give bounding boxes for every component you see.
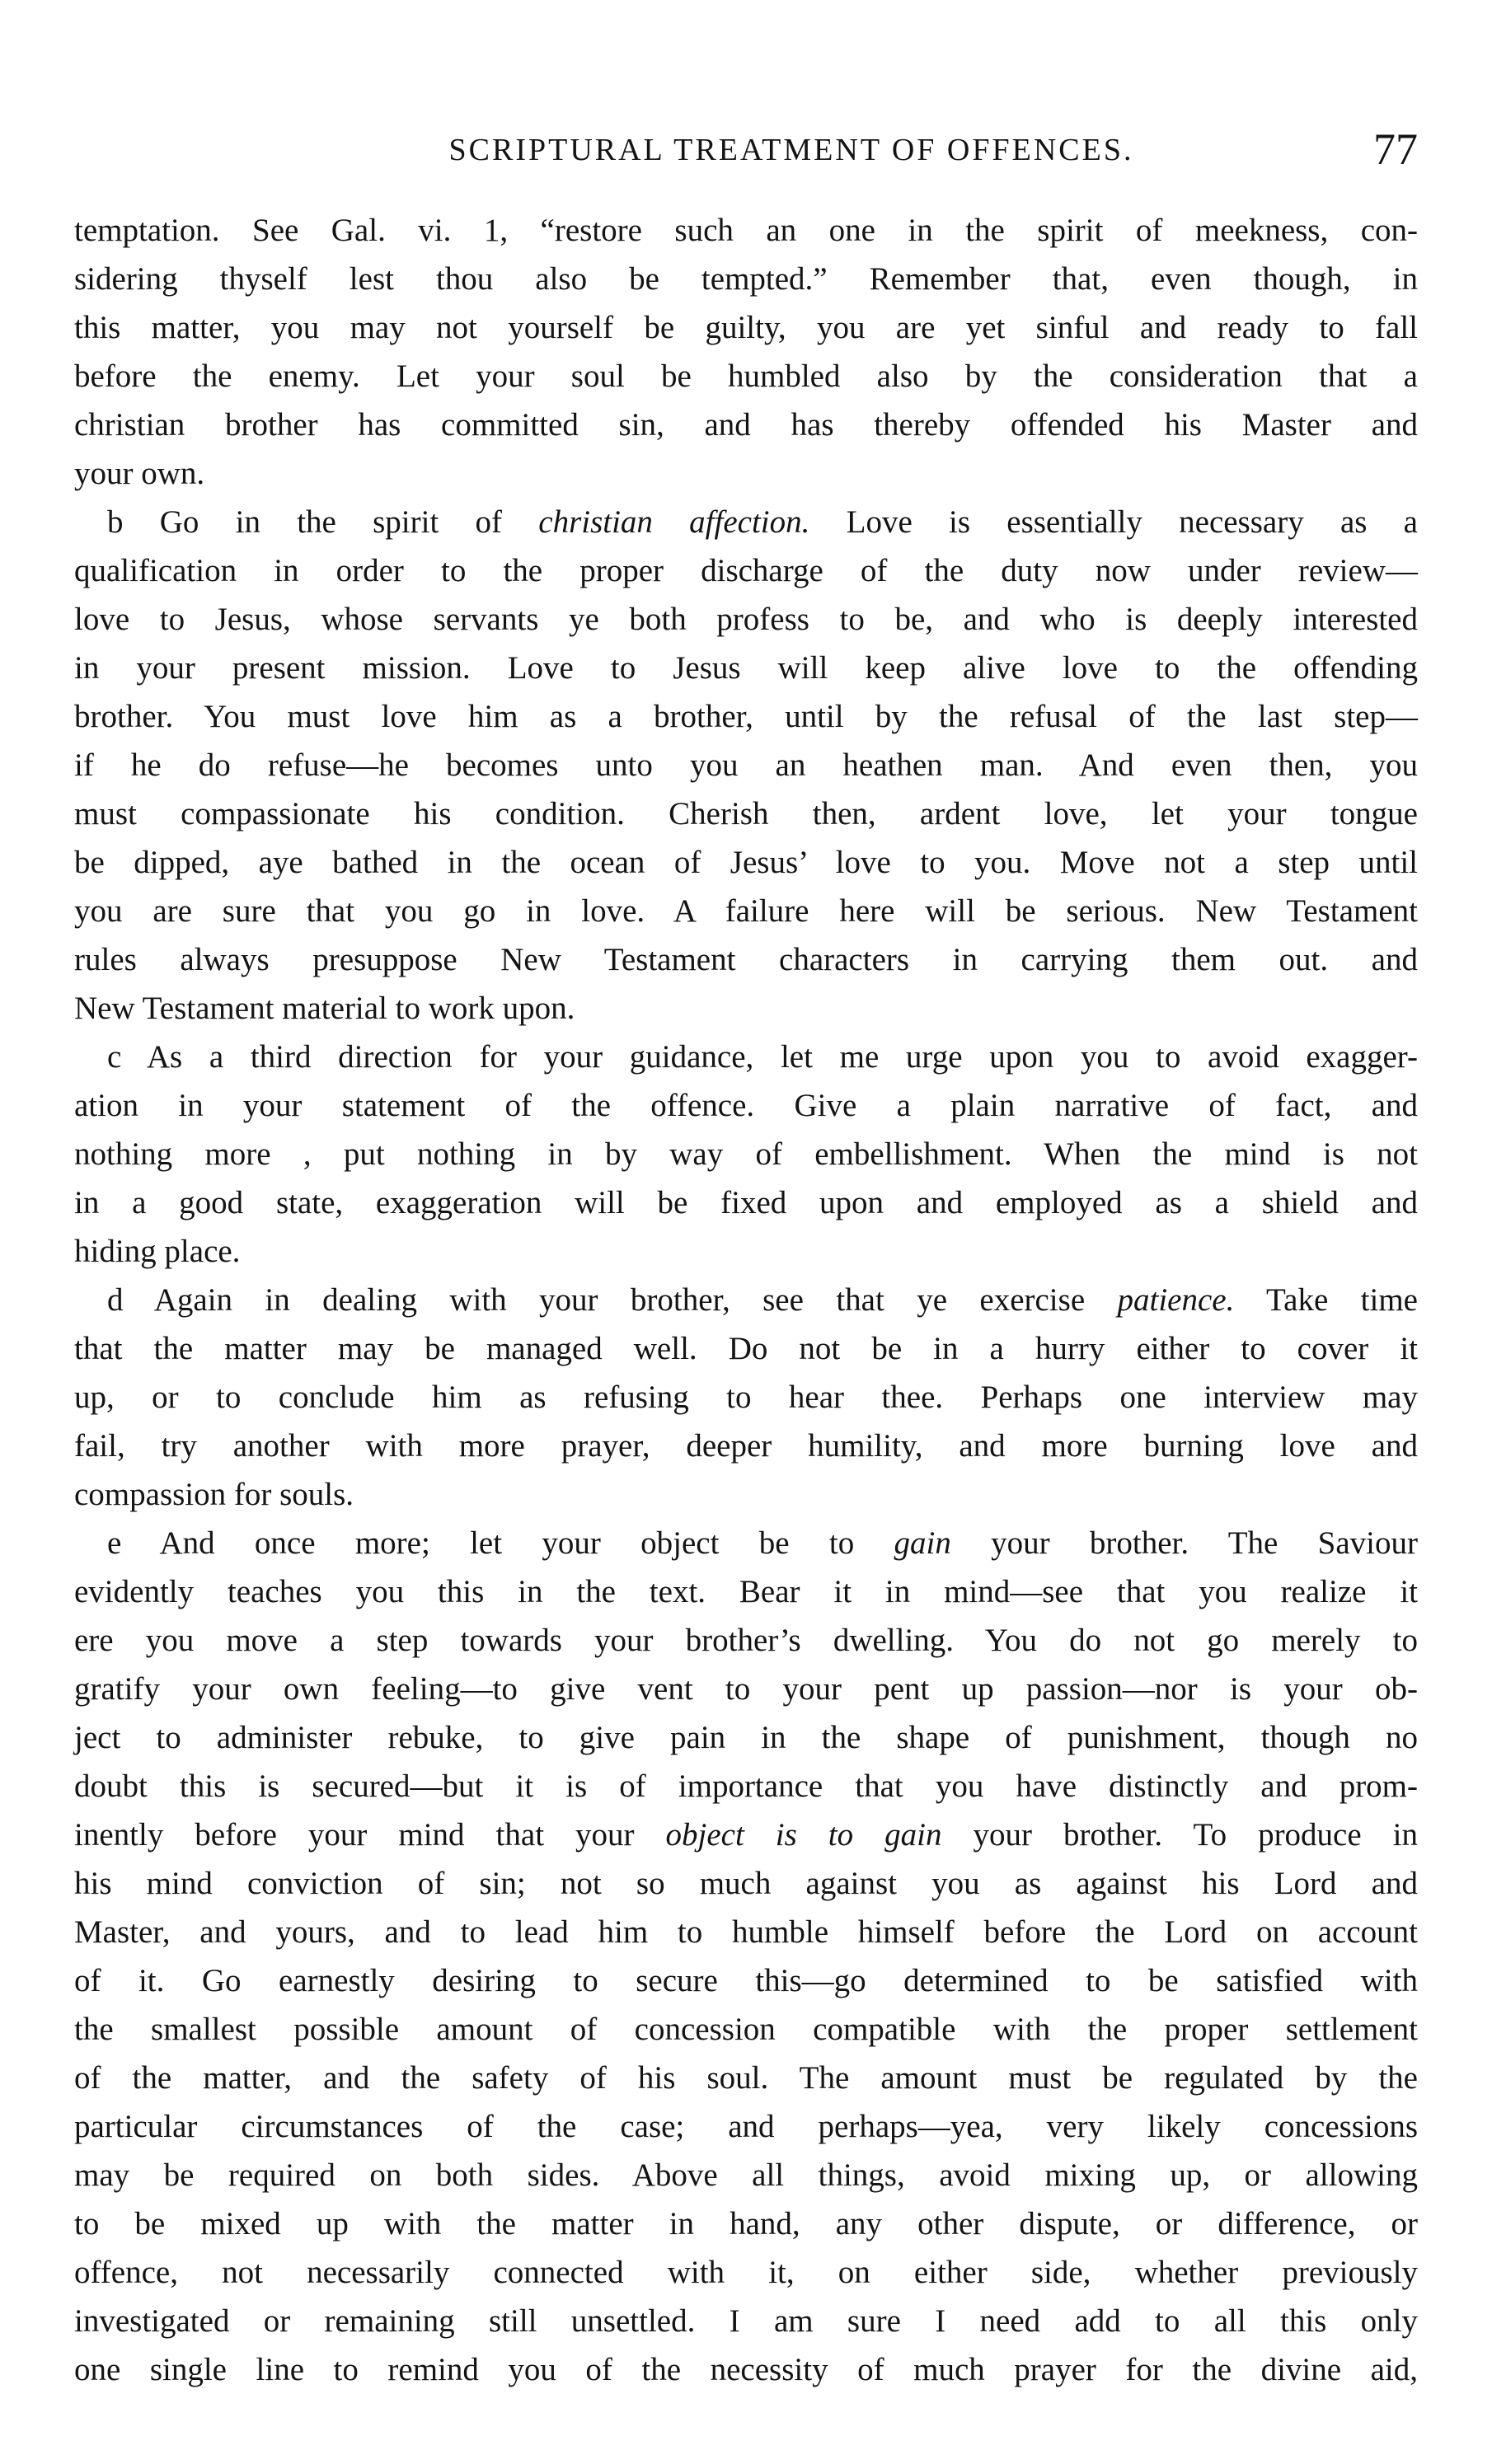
text-line: of it. Go earnestly desiring to secure this—go determined to be satisfied with <box>74 1963 1418 1998</box>
text-line: nothing more , put nothing in by way of embellishment. When the mind is not <box>74 1136 1418 1172</box>
text-line: fail, try another with more prayer, deeper humility, and more burning love and <box>74 1428 1418 1464</box>
text-span: e And once more; let your object be to <box>107 1525 894 1561</box>
text-span: your brother. To produce in <box>941 1817 1418 1853</box>
text-line: hiding place. <box>74 1234 241 1269</box>
text-line: you are sure that you go in love. A failure here will be serious. New Testament <box>74 893 1418 929</box>
text-line <box>74 498 1418 546</box>
text-line: temptation. See Gal. vi. 1, “restore such an one in the spirit of meekness, con- <box>74 213 1418 248</box>
page-number: 77 <box>1373 124 1418 174</box>
text-line: love to Jesus, whose servants ye both profess to be, and who is deeply interested <box>74 602 1418 637</box>
text-line: the smallest possible amount of concession compatible with the proper settlement <box>74 2012 1418 2047</box>
italic-emphasis: gain <box>894 1525 951 1561</box>
text-span: d Again in dealing with your brother, see that ye exercise <box>107 1282 1118 1318</box>
text-line <box>74 1276 1418 1324</box>
italic-emphasis: christian affection. <box>538 504 810 540</box>
text-line: rules always presuppose New Testament characters in carrying them out. and <box>74 942 1418 977</box>
text-line: one single line to remind you of the necessity of much prayer for the divine aid, <box>74 2352 1418 2387</box>
text-line: before the enemy. Let your soul be humbled also by the consideration that a <box>74 358 1418 394</box>
text-line: offence, not necessarily connected with it, on either side, whether previously <box>74 2255 1418 2290</box>
text-line: be dipped, aye bathed in the ocean of Jesus’ love to you. Move not a step until <box>74 845 1418 880</box>
text-line: in your present mission. Love to Jesus will keep alive love to the offending <box>74 650 1418 686</box>
text-line: c As a third direction for your guidance, let me urge upon you to avoid exagger- <box>107 1039 1418 1075</box>
text-span: Love is essentially necessary as a <box>809 504 1418 540</box>
text-line <box>74 1811 1418 1859</box>
text-line: to be mixed up with the matter in hand, any other dispute, or difference, or <box>74 2206 1418 2241</box>
italic-emphasis: object is to gain <box>665 1817 942 1853</box>
text-line: of the matter, and the safety of his soul. The amount must be regulated by the <box>74 2060 1418 2096</box>
text-line: his mind conviction of sin; not so much against you as against his Lord and <box>74 1866 1418 1901</box>
text-line: gratify your own feeling—to give vent to your pent up passion—nor is your ob- <box>74 1671 1418 1707</box>
text-line: in a good state, exaggeration will be fixed upon and employed as a shield and <box>74 1185 1418 1220</box>
running-title: SCRIPTURAL TREATMENT OF OFFENCES. <box>448 133 1134 167</box>
text-span: Take time <box>1234 1282 1418 1318</box>
text-line: compassion for souls. <box>74 1477 354 1512</box>
text-line: sidering thyself lest thou also be tempted.” Remember that, even though, in <box>74 261 1418 297</box>
text-line <box>74 1519 1418 1567</box>
text-span: your brother. The Saviour <box>950 1525 1418 1561</box>
text-line: your own. <box>74 456 205 491</box>
text-line: may be required on both sides. Above all things, avoid mixing up, or allowing <box>74 2157 1418 2193</box>
text-line: evidently teaches you this in the text. Bear it in mind—see that you realize it <box>74 1574 1418 1609</box>
text-span: inently before your mind that your <box>74 1817 666 1853</box>
text-line: if he do refuse—he becomes unto you an heathen man. And even then, you <box>74 747 1418 783</box>
italic-emphasis: patience. <box>1117 1282 1235 1318</box>
text-line: up, or to conclude him as refusing to hear thee. Perhaps one interview may <box>74 1380 1418 1415</box>
text-line: doubt this is secured—but it is of importance that you have distinctly and prom- <box>74 1768 1418 1804</box>
text-line: christian brother has committed sin, and has thereby offended his Master and <box>74 407 1418 443</box>
text-line: ation in your statement of the offence. Give a plain narrative of fact, and <box>74 1088 1418 1123</box>
running-head <box>74 124 1418 181</box>
body-text <box>74 206 1418 2394</box>
text-line: this matter, you may not yourself be guilty, you are yet sinful and ready to fall <box>74 310 1418 345</box>
text-line: that the matter may be managed well. Do not be in a hurry either to cover it <box>74 1331 1418 1366</box>
text-line: ject to administer rebuke, to give pain in the shape of punishment, though no <box>74 1720 1418 1755</box>
text-span: b Go in the spirit of <box>107 504 539 540</box>
text-line: brother. You must love him as a brother, until by the refusal of the last step— <box>74 699 1418 734</box>
text-line: must compassionate his condition. Cherish then, ardent love, let your tongue <box>74 796 1418 831</box>
text-line: investigated or remaining still unsettled. I am sure I need add to all this only <box>74 2303 1418 2339</box>
text-line: ere you move a step towards your brother’s dwelling. You do not go merely to <box>74 1623 1418 1658</box>
text-line: Master, and yours, and to lead him to humble himself before the Lord on account <box>74 1914 1418 1950</box>
text-line: particular circumstances of the case; and perhaps—yea, very likely concessions <box>74 2109 1418 2144</box>
text-line: qualification in order to the proper discharge of the duty now under review— <box>74 553 1418 588</box>
text-line: New Testament material to work upon. <box>74 991 575 1026</box>
